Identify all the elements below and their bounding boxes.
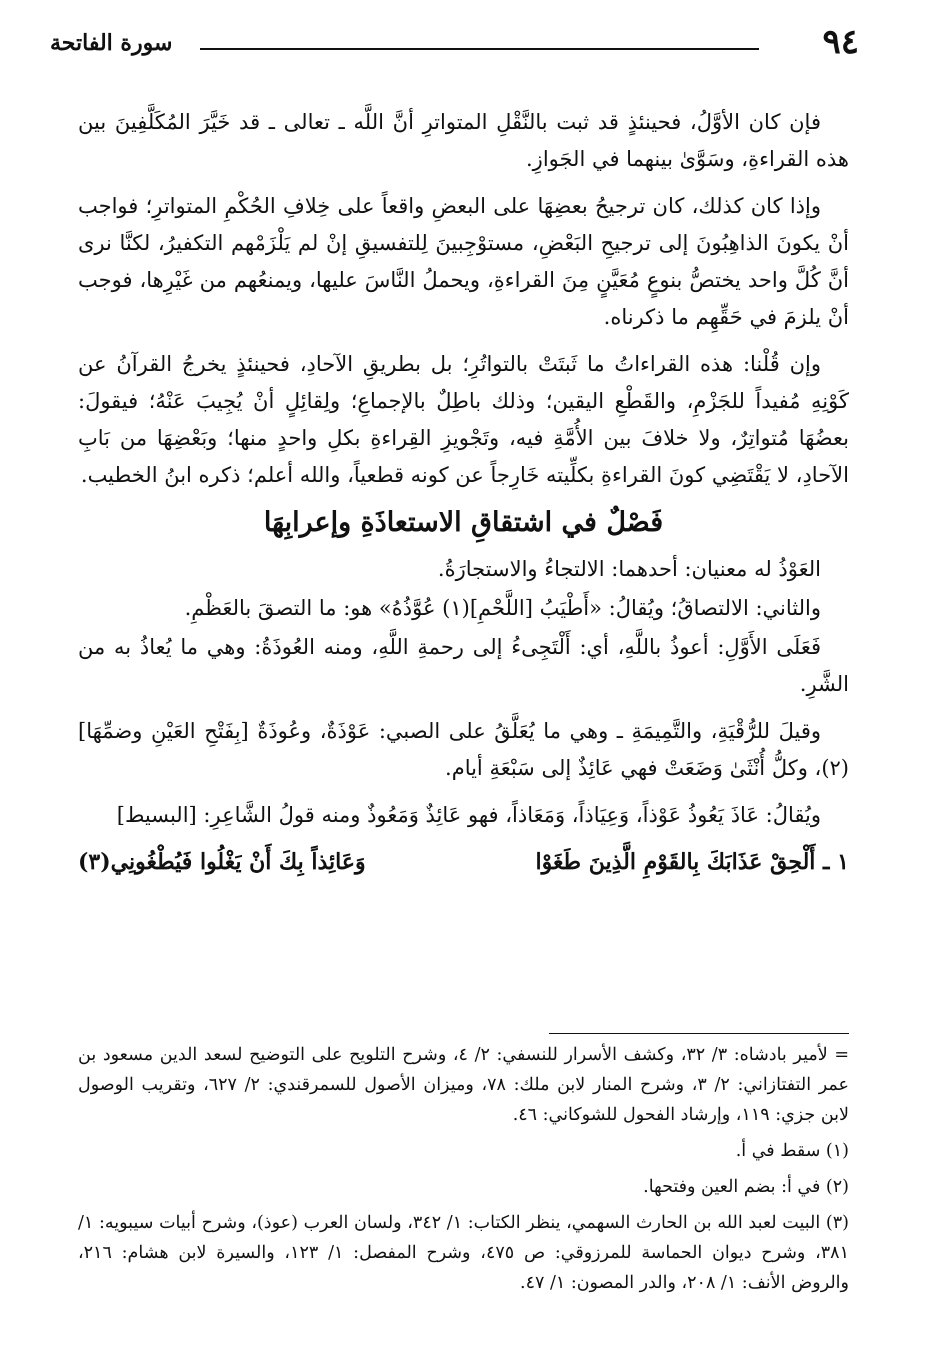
paragraph: وإن قُلْنا: هذه القراءاتُ ما ثَبتَتْ بالتواتُرِ؛ بل بطريقِ الآحادِ، فحينئذٍ يخرجُ القرآنُ عن كَوْنِهِ مُفيداً للجَزْمِ، والقَطْعِ اليقين؛ وذلك باطِلٌ بالإجماعِ؛ ولِقائِلٍ أنْ يُجِيبَ عَنْهُ؛ فيقولَ: بعضُهَا مُتواتِرٌ، ولا خلافَ بين الأُمَّةِ فيه، وتَجْويزِ القِراءةِ بكلِ واحدٍ منها؛ وبَعْضِهَا من بَابِ الآحادِ، لا يَقْتَضِي كونَ القراءةِ بكلِّيته خَارِجاً عن كونه قطعياً، والله أعلم؛ ذكره ابنُ الخطيب. — [78, 352, 849, 487]
paragraph: والثاني: الالتصاقُ؛ ويُقالُ: «أَطْيَبُ [اللَّحْمِ](١) عُوَّذُهُ» هو: ما التصقَ بالعَظْمِ. — [184, 596, 821, 620]
poetry-verse — [78, 844, 849, 881]
header-rule — [200, 48, 759, 50]
verse-second-hemistich: وَعَائِذاً بِكَ أَنْ يَغْلُوا فَيُطْغُونِي(٣) — [78, 849, 366, 875]
footnote-separator — [549, 1033, 849, 1034]
paragraph: العَوْذُ له معنيان: أحدهما: الالتجاءُ والاستجارَةُ. — [437, 557, 821, 581]
paragraph: وإذا كان كذلك، كان ترجيحُ بعضِهَا على البعضِ واقعاً على خِلافِ الحُكْمِ المتواترِ؛ فواجب أنْ يكونَ الذاهِبُونَ إلى ترجيحِ البَعْضِ، مستوْجِبينَ لِلتفسيقِ إنْ لم يَلْزَمْهم التكفيرُ، لكنَّا نرى أنَّ كُلَّ واحد يختصُّ بنوعٍ مُعَيَّنٍ مِنَ القراءةِ، ويحملُ النَّاسَ عليها، ويمنعُهم من غَيْرِها، فوجب أنْ يلزمَ في حَقِّهِم ما ذكرناه. — [78, 194, 849, 329]
section-heading: فَصْلٌ في اشتقاقِ الاستعاذَةِ وإعرابِهَا — [263, 507, 664, 538]
page-number: ٩٤ — [822, 22, 859, 62]
surah-title: سورة الفاتحة — [50, 30, 173, 56]
footnotes — [78, 1040, 849, 1304]
verse-first-hemistich: ١ ـ أَلْحِقْ عَذَابَكَ بِالقَوْمِ الَّذِينَ طَغَوْا — [535, 849, 849, 875]
paragraph: فإن كان الأوَّلُ، فحينئذٍ قد ثبت بالنَّقْلِ المتواترِ أنَّ اللَّه ـ تعالى ـ قد خَيَّرَ المُكَلَّفِينَ بين هذه القراءةِ، وسَوَّىٰ بينهما في الجَوازِ. — [78, 110, 849, 171]
paragraph: وقيلَ للرُّقْيَةِ، والتَّمِيمَةِ ـ وهي ما يُعَلَّقُ على الصبي: عَوْذَةٌ، وعُوذَةٌ [بِفَتْحِ العَيْنِ وضمِّهَا](٢)، وكلُّ أُنْثَىٰ وَضَعَتْ فهي عَائِذٌ إلى سَبْعَةِ أيام. — [78, 719, 849, 780]
page-header — [50, 22, 859, 70]
footnote: (٣) البيت لعبد الله بن الحارث السهمي، ينظر الكتاب: ١/ ٣٤٢، ولسان العرب (عوذ)، وشرح أبيات سيبويه: ١/ ٣٨١، وشرح ديوان الحماسة للمرزوقي: ص ٤٧٥، وشرح المفصل: ١/ ١٢٣، والسيرة لابن هشام: ٢١٦، والروض الأنف: ١/ ٢٠٨، والدر المصون: ١/ ٤٧. — [78, 1213, 849, 1293]
footnote-continuation: = لأمير بادشاه: ٣/ ٣٢، وكشف الأسرار للنسفي: ٢/ ٤، وشرح التلويح على التوضيح لسعد الدين مسعود بن عمر التفتازاني: ٢/ ٣، وشرح المنار لابن ملك: ٧٨، وميزان الأصول للسمرقندي: ٢/ ٦٢٧، وتقريب الوصول لابن جزي: ١١٩، وإرشاد الفحول للشوكاني: ٤٦. — [78, 1045, 849, 1125]
paragraph: ويُقالُ: عَاذَ يَعُوذُ عَوْذاً، وَعِيَاذاً، وَمَعَاذاً، فهو عَائِذٌ وَمَعُوذٌ ومنه قولُ الشَّاعِرِ: [البسيط] — [116, 803, 821, 827]
main-text — [78, 104, 849, 881]
footnote: (١) سقط في أ. — [735, 1141, 849, 1161]
footnote: (٢) في أ: بضم العين وفتحها. — [643, 1177, 849, 1197]
paragraph: فَعَلَى الأَوَّلِ: أعوذُ باللَّهِ، أي: أَلْتَجِىءُ إلى رحمةِ اللَّهِ، ومنه العُوذَةُ: وهي ما يُعاذُ به من الشَّرِ. — [78, 635, 849, 696]
